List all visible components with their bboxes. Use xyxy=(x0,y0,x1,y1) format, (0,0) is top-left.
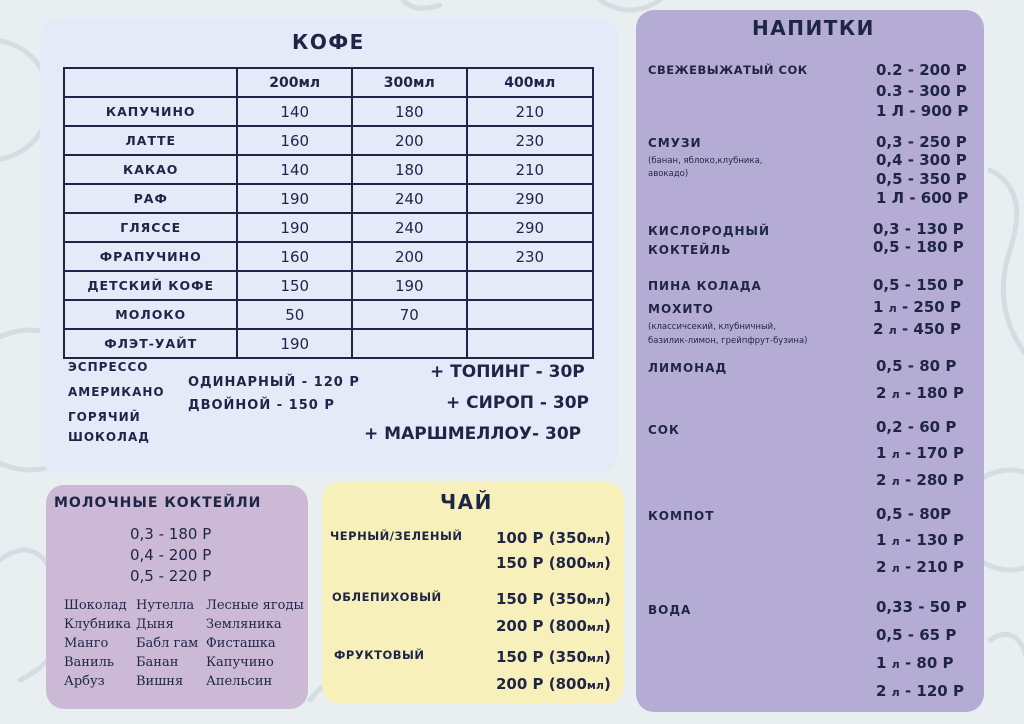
table-row xyxy=(64,271,593,300)
table-row xyxy=(64,155,593,184)
table-header-cell xyxy=(64,68,237,97)
table-row xyxy=(64,126,593,155)
price-cell: 230 xyxy=(467,242,593,271)
smoothie-note: авокадо) xyxy=(648,169,689,179)
price-cell: 140 xyxy=(237,155,352,184)
flavor-item: Бабл гам xyxy=(136,636,199,651)
table-row xyxy=(64,213,593,242)
price-cell: 160 xyxy=(237,242,352,271)
flavor-item: Апельсин xyxy=(206,674,273,689)
tea-name: ФРУКТОВЫЙ xyxy=(334,648,425,662)
drink-price: 2 л - 450 Р xyxy=(873,320,961,338)
flavor-item: Банан xyxy=(136,655,179,670)
price-cell: 290 xyxy=(467,213,593,242)
table-header-row xyxy=(64,68,593,97)
coffee-name: МОЛОКО xyxy=(64,300,237,329)
drink-price: 1 л - 130 Р xyxy=(876,531,964,549)
tea-title: ЧАЙ xyxy=(440,490,493,514)
table-row xyxy=(64,97,593,126)
table-header-cell: 400мл xyxy=(467,68,593,97)
milkshake-price: 0,4 - 200 Р xyxy=(130,546,212,564)
milkshake-price: 0,3 - 180 Р xyxy=(130,525,212,543)
syrup-price: + СИРОП - 30Р xyxy=(446,393,590,413)
table-header-cell: 300мл xyxy=(352,68,467,97)
flavor-item: Нутелла xyxy=(136,598,195,613)
flavor-item: Дыня xyxy=(136,617,174,632)
table-header-cell: 200мл xyxy=(237,68,352,97)
coffee-name: ФЛЭТ-УАЙТ xyxy=(64,329,237,358)
coffee-name: ДЕТСКИЙ КОФЕ xyxy=(64,271,237,300)
espresso-label: ЭСПРЕССО xyxy=(68,360,149,374)
flavor-item: Арбуз xyxy=(64,674,105,689)
price-cell: 190 xyxy=(237,184,352,213)
table-row xyxy=(64,184,593,213)
drink-price: 0.2 - 200 Р xyxy=(876,61,967,79)
tea-price: 150 Р (800мл) xyxy=(496,554,611,572)
drink-price: 1 л - 250 Р xyxy=(873,298,961,316)
smoothie-name: СМУЗИ xyxy=(648,136,702,150)
table-row xyxy=(64,242,593,271)
coffee-price-table xyxy=(63,67,594,359)
drink-price: 0,33 - 50 Р xyxy=(876,598,967,616)
price-cell: 230 xyxy=(467,126,593,155)
lemonade-name: ЛИМОНАД xyxy=(648,361,728,375)
table-row xyxy=(64,300,593,329)
price-cell: 160 xyxy=(237,126,352,155)
mojito-note: базилик-лимон, грейпфрут-бузина) xyxy=(648,336,808,346)
tea-name: ЧЕРНЫЙ/ЗЕЛЕНЫЙ xyxy=(330,529,463,543)
drinks-title: НАПИТКИ xyxy=(752,16,875,40)
price-cell: 180 xyxy=(352,97,467,126)
price-cell xyxy=(467,271,593,300)
compote-name: КОМПОТ xyxy=(648,509,715,523)
price-cell: 200 xyxy=(352,126,467,155)
price-cell: 180 xyxy=(352,155,467,184)
price-cell: 290 xyxy=(467,184,593,213)
juice-name: СВЕЖЕВЫЖАТЫЙ СОК xyxy=(648,63,808,77)
drink-price: 1 л - 170 Р xyxy=(876,444,964,462)
drink-price: 2 л - 180 Р xyxy=(876,384,964,402)
drink-price: 2 л - 210 Р xyxy=(876,558,964,576)
single-shot-price: ОДИНАРНЫЙ - 120 Р xyxy=(188,375,360,390)
price-cell: 210 xyxy=(467,97,593,126)
flavor-item: Ваниль xyxy=(64,655,114,670)
drink-price: 0,4 - 300 Р xyxy=(876,151,967,169)
drink-price: 0,5 - 350 Р xyxy=(876,170,967,188)
hot-chocolate-label-line2: ШОКОЛАД xyxy=(68,430,150,444)
table-row xyxy=(64,329,593,358)
tea-price: 100 Р (350мл) xyxy=(496,529,611,547)
flavor-item: Земляника xyxy=(206,617,282,632)
price-cell: 190 xyxy=(237,213,352,242)
drink-price: 1 Л - 900 Р xyxy=(876,102,969,120)
price-cell: 50 xyxy=(237,300,352,329)
tea-name: ОБЛЕПИХОВЫЙ xyxy=(332,590,442,604)
drink-price: 0,3 - 130 Р xyxy=(873,220,964,238)
coffee-name: ФРАПУЧИНО xyxy=(64,242,237,271)
tea-price: 150 Р (350мл) xyxy=(496,590,611,608)
smoothie-note: (банан, яблоко,клубника, xyxy=(648,156,763,166)
marshmallow-price: + МАРШМЕЛЛОУ- 30Р xyxy=(364,424,582,444)
tea-price: 200 Р (800мл) xyxy=(496,617,611,635)
price-cell: 240 xyxy=(352,213,467,242)
topping-price: + ТОПИНГ - 30Р xyxy=(430,362,585,382)
coffee-name: РАФ xyxy=(64,184,237,213)
flavor-item: Фисташка xyxy=(206,636,276,651)
drink-price: 2 л - 280 Р xyxy=(876,471,964,489)
flavor-item: Лесные ягоды xyxy=(206,598,304,613)
flavor-item: Шоколад xyxy=(64,598,127,613)
drink-price: 0,5 - 180 Р xyxy=(873,238,964,256)
drink-price: 0.3 - 300 Р xyxy=(876,82,967,100)
mojito-name: МОХИТО xyxy=(648,302,714,316)
double-shot-price: ДВОЙНОЙ - 150 Р xyxy=(188,398,335,413)
price-cell: 70 xyxy=(352,300,467,329)
drink-price: 1 л - 80 Р xyxy=(876,654,954,672)
water-name: ВОДА xyxy=(648,603,692,617)
price-cell: 210 xyxy=(467,155,593,184)
price-cell xyxy=(352,329,467,358)
oxygen-cocktail-name: КОКТЕЙЛЬ xyxy=(648,243,732,257)
americano-label: АМЕРИКАНО xyxy=(68,385,165,399)
drink-price: 1 Л - 600 Р xyxy=(876,189,969,207)
flavor-item: Капучино xyxy=(206,655,274,670)
price-cell: 190 xyxy=(352,271,467,300)
juice-sok-name: СОК xyxy=(648,423,680,437)
price-cell: 140 xyxy=(237,97,352,126)
coffee-name: КАПУЧИНО xyxy=(64,97,237,126)
flavor-item: Клубника xyxy=(64,617,131,632)
price-cell xyxy=(467,329,593,358)
coffee-title: КОФЕ xyxy=(292,30,365,54)
flavor-item: Манго xyxy=(64,636,109,651)
oxygen-cocktail-name: КИСЛОРОДНЫЙ xyxy=(648,224,771,238)
drink-price: 0,5 - 150 Р xyxy=(873,276,964,294)
milkshakes-title: МОЛОЧНЫЕ КОКТЕЙЛИ xyxy=(54,495,262,511)
drink-price: 0,5 - 80Р xyxy=(876,505,952,523)
coffee-name: КАКАО xyxy=(64,155,237,184)
tea-price: 200 Р (800мл) xyxy=(496,675,611,693)
pina-colada-name: ПИНА КОЛАДА xyxy=(648,279,762,293)
drink-price: 0,5 - 80 Р xyxy=(876,357,957,375)
flavor-item: Вишня xyxy=(136,674,184,689)
price-cell: 190 xyxy=(237,329,352,358)
coffee-name: ЛАТТЕ xyxy=(64,126,237,155)
mojito-note: (классичсекий, клубничный, xyxy=(648,322,776,332)
price-cell: 200 xyxy=(352,242,467,271)
price-cell: 150 xyxy=(237,271,352,300)
coffee-name: ГЛЯССЕ xyxy=(64,213,237,242)
hot-chocolate-label-line1: ГОРЯЧИЙ xyxy=(68,410,141,424)
drink-price: 0,5 - 65 Р xyxy=(876,626,957,644)
milkshake-price: 0,5 - 220 Р xyxy=(130,567,212,585)
drink-price: 0,2 - 60 Р xyxy=(876,418,957,436)
drink-price: 2 л - 120 Р xyxy=(876,682,964,700)
price-cell: 240 xyxy=(352,184,467,213)
price-cell xyxy=(467,300,593,329)
tea-price: 150 Р (350мл) xyxy=(496,648,611,666)
drink-price: 0,3 - 250 Р xyxy=(876,133,967,151)
